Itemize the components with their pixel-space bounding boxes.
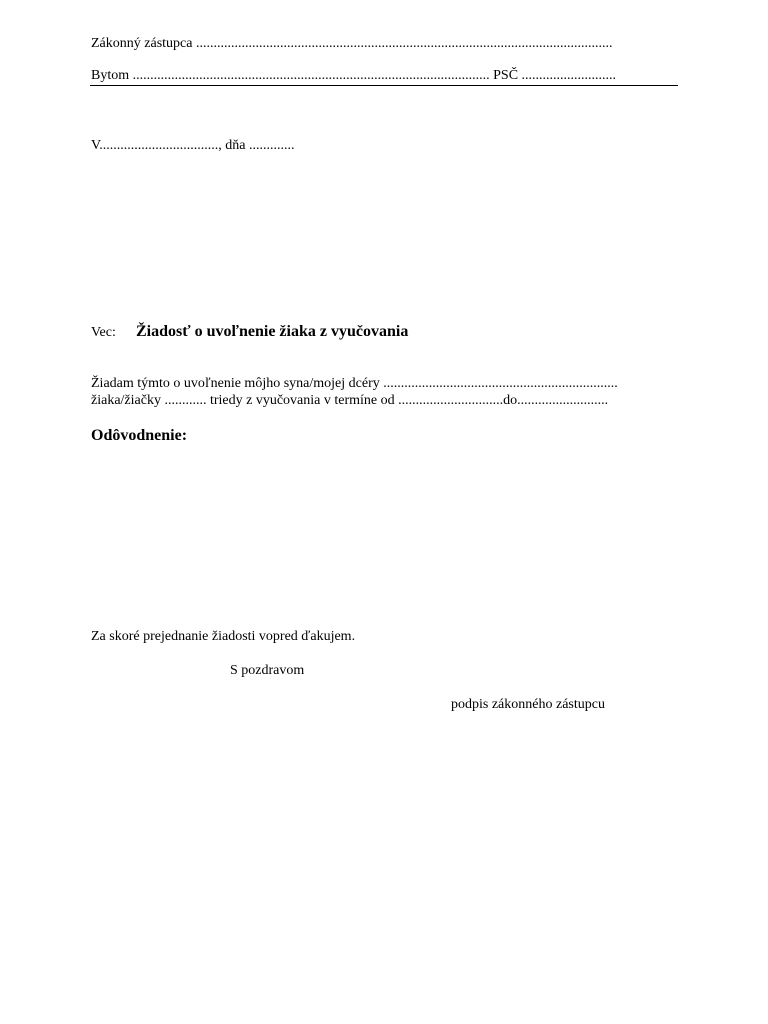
signature-label: podpis zákonného zástupcu — [451, 697, 605, 712]
header-rule — [90, 85, 678, 86]
request-line-1: Žiadam týmto o uvoľnenie môjho syna/mojej dcéry ................................................................... — [91, 376, 618, 391]
subject-label: Vec: — [91, 325, 116, 340]
address-line: Bytom ...................................................................................................... PSČ ........................... — [91, 68, 617, 83]
guardian-line: Zákonný zástupca ....................................................................................................................... — [91, 36, 613, 51]
subject-title: Žiadosť o uvoľnenie žiaka z vyučovania — [136, 323, 409, 340]
place-date-line: V.................................., dňa ............. — [91, 138, 295, 153]
closing-greeting: S pozdravom — [230, 663, 305, 678]
closing-thanks: Za skoré prejednanie žiadosti vopred ďakujem. — [91, 629, 356, 644]
request-line-2: žiaka/žiačky ............ triedy z vyučovania v termíne od ..............................do.......................... — [91, 393, 609, 408]
justification-heading: Odôvodnenie: — [91, 427, 188, 444]
